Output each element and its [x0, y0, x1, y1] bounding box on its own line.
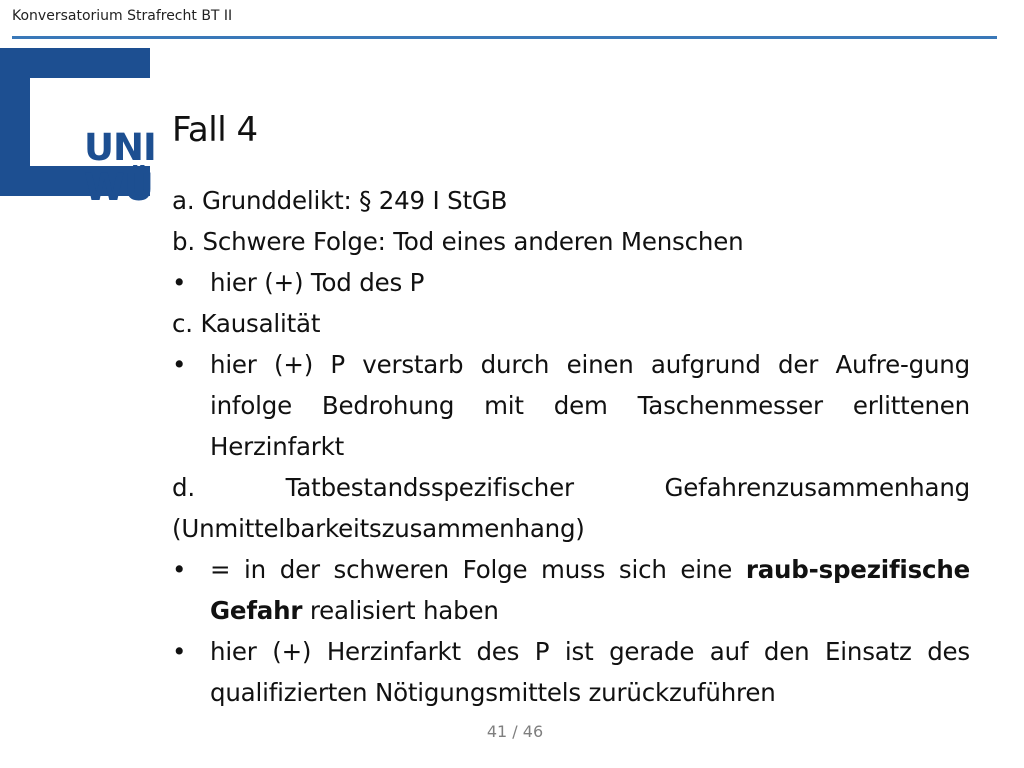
point-b: b. Schwere Folge: Tod eines anderen Menschen: [172, 227, 744, 256]
slide-content: [172, 180, 970, 713]
university-logo: [0, 48, 156, 209]
header-divider: [12, 36, 997, 39]
point-c: c. Kausalität: [172, 309, 321, 338]
logo-wordmark: [84, 128, 156, 208]
point-d-bullet-1-rest: realisiert haben: [302, 596, 499, 625]
point-d-bullet-1: [172, 549, 970, 631]
point-d-bullet-1-text: = in der schweren Folge muss sich eine: [210, 555, 746, 584]
point-d: d. Tatbestandsspezifischer Gefahrenzusammenhang (Unmittelbarkeitszusammenhang): [172, 473, 970, 543]
point-d-bullet-1-emphasis: raub-spezifische Gefahr: [210, 555, 970, 625]
point-d-bullet-2: • hier (+) Herzinfarkt des P ist gerade auf den Einsatz des qualifizierten Nötigungsmittels zurückzuführen: [172, 631, 970, 713]
point-c-bullet: • hier (+) P verstarb durch einen aufgrund der Aufre-gung infolge Bedrohung mit dem Taschenmesser erlittenen Herzinfarkt: [172, 344, 970, 467]
logo-line-1: UNI: [84, 126, 156, 169]
slide-title: Fall 4: [172, 110, 258, 150]
point-b-bullet: • hier (+) Tod des P: [172, 262, 970, 303]
header-title: Konversatorium Strafrecht BT II: [12, 8, 233, 24]
page-number: 41 / 46: [486, 722, 544, 741]
point-a: a. Grunddelikt: § 249 I StGB: [172, 186, 508, 215]
logo-line-2: WÜ: [84, 166, 153, 209]
